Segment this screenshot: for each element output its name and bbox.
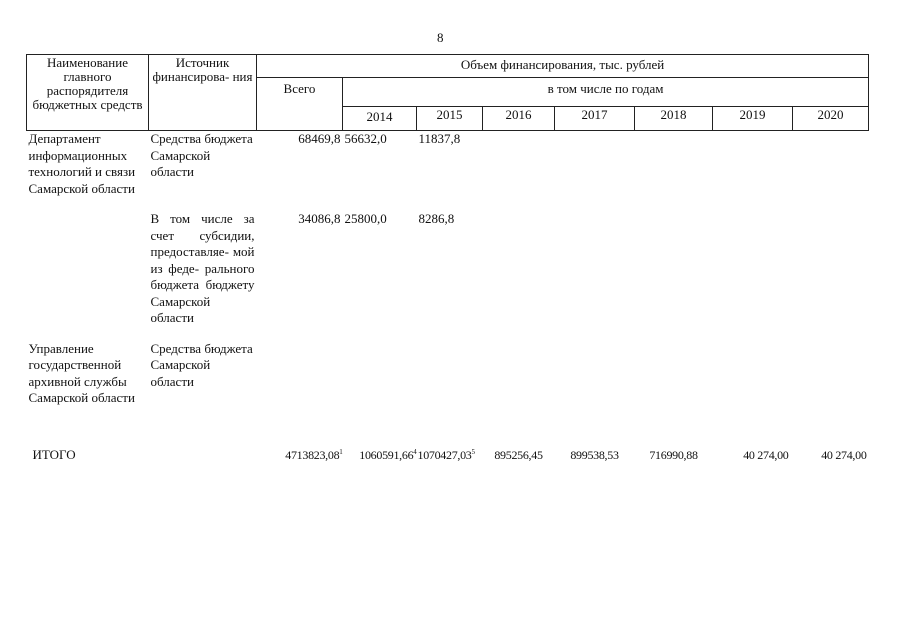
grand-total-cell: 4713823,08$^1$ bbox=[285, 447, 343, 462]
funding-source: Средства бюджета Самарской области bbox=[150, 131, 253, 179]
total-2018-cell: 716990,88 bbox=[649, 447, 698, 462]
header-year-2019: 2019 bbox=[713, 107, 793, 131]
year-2015-cell: 8286,8 bbox=[418, 211, 455, 226]
year-2014-cell bbox=[343, 341, 417, 407]
total-2020-cell: 40 274,00 bbox=[821, 447, 867, 462]
distributor-name: Управление государственной архивной службы Самарской области bbox=[28, 340, 135, 405]
financing-table bbox=[26, 54, 869, 463]
header-year-2020: 2020 bbox=[793, 107, 869, 131]
header-distributor-name: Наименование главного распорядителя бюджетных средств bbox=[27, 55, 149, 131]
total-2014-cell: 1060591,66$^4$ bbox=[359, 447, 417, 462]
table-row bbox=[27, 341, 869, 407]
funding-source: В том числе за счет субсидии, предоставляе- мой из феде- рального бюджета бюджету Самарской области bbox=[150, 211, 255, 325]
header-year-2017: 2017 bbox=[555, 107, 635, 131]
year-2014-cell: 56632,0 bbox=[344, 131, 387, 146]
total-cell: 68469,8 bbox=[298, 131, 341, 146]
distributor-name bbox=[27, 211, 149, 327]
header-funding-source: Источник финансирова- ния bbox=[149, 55, 257, 131]
year-2015-cell: 11837,8 bbox=[418, 131, 461, 146]
total-label: ИТОГО bbox=[32, 446, 76, 462]
funding-source: Средства бюджета Самарской области bbox=[150, 340, 253, 389]
header-year-2016: 2016 bbox=[483, 107, 555, 131]
table-row bbox=[27, 211, 869, 327]
header-year-2014: 2014 bbox=[343, 107, 417, 131]
year-2015-cell bbox=[417, 341, 483, 407]
header-by-years: в том числе по годам bbox=[343, 78, 869, 107]
year-2014-cell: 25800,0 bbox=[344, 211, 387, 226]
total-cell bbox=[257, 341, 343, 407]
table-row bbox=[27, 131, 869, 198]
total-2017-cell: 899538,53 bbox=[570, 447, 619, 462]
distributor-name: Департамент информационных технологий и связи Самарской области bbox=[28, 131, 136, 196]
header-year-2015: 2015 bbox=[417, 107, 483, 131]
total-cell: 34086,8 bbox=[298, 211, 341, 226]
header-total: Всего bbox=[257, 78, 343, 131]
total-row bbox=[27, 447, 869, 464]
page-number: 8 bbox=[437, 30, 444, 45]
total-2019-cell: 40 274,00 bbox=[743, 447, 789, 462]
total-2015-cell: 1070427,03$^5$ bbox=[417, 447, 475, 462]
header-year-2018: 2018 bbox=[635, 107, 713, 131]
total-2016-cell: 895256,45 bbox=[494, 447, 543, 462]
header-financing-volume: Объем финансирования, тыс. рублей bbox=[257, 55, 869, 78]
